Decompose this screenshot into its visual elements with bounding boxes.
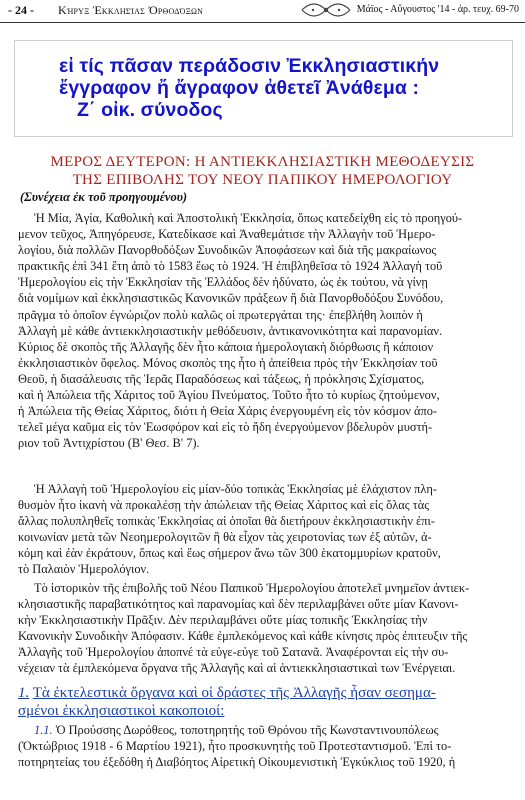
part-label: ΜΕΡΟΣ ΔΕΥΤΕΡΟΝ:	[50, 154, 191, 170]
journal-title: Κήρυξ Ἐκκλησίας Ὀρθοδόξων	[58, 3, 204, 17]
paragraph-4	[18, 722, 510, 770]
text-line: ἄλλας πολυπληθεῖς τοπικὰς Ἐκκλησίας αἱ ὁποῖαι θὰ διετήρουν ἐκκλησιαστικὴν ἐπι-	[18, 514, 435, 529]
text-line: Θεοῦ, ἡ διασάλευσις τῆς Ἱερᾶς Παραδόσεως καὶ τάξεως, ἡ πρόκλησις Σχίσματος,	[18, 371, 425, 386]
text-line: ποτηρητείας του ἐξεδόθη ἡ Διαβόητος Αἱρετικὴ Οἰκουμενιστικὴ Ἐγκύκλιος τοῦ 1920, ἡ	[18, 755, 456, 770]
text-line: κόμη καὶ ἐὰν ἐκράτουν, ὅπως καὶ ἕως σήμερον ἄνω τῶν 300 ἑκατομμυρίων κρατοῦν,	[18, 546, 441, 561]
text-line: Κύριος δὲ σκοπὸς τῆς Ἀλλαγῆς δὲν ἦτο κάποια ἡμερολογιακὴ διόρθωσις ἢ κάποιον	[18, 339, 434, 354]
page-header	[0, 0, 525, 23]
text-line: κλησιαστικῆς παραβατικότητος καὶ παρανομίας καὶ δὲν περιλαμβάνει οὔτε μίαν Κανονι-	[18, 597, 459, 612]
section-title-line-2: σμένοι ἐκκλησιαστικοὶ κακοποιοί:	[18, 703, 225, 719]
text-line: κὴν Ἐκκλησιαστικὴν Πρᾶξιν. Δὲν περιλαμβάνει οὔτε μίας τοπικῆς Ἐκκλησίας τὴν	[18, 613, 428, 628]
paragraph-2	[18, 481, 510, 578]
section-title-line-1	[18, 684, 518, 702]
quote-box	[14, 40, 513, 137]
text-line: πρακτικῆς ἐπὶ 341 ἔτη ἀπὸ τὸ 1583 ἕως τὸ 1924. Ἡ ἐπιβληθεῖσα τὸ 1924 Ἀλλαγὴ τοῦ	[18, 259, 443, 274]
text-line	[18, 722, 510, 738]
text-line: (Ὀκτώβριος 1918 - 6 Μαρτίου 1921), ἦτο προσκυνητὴς τοῦ Προτεσταντισμοῦ. Ἐπὶ το-	[18, 739, 452, 754]
quote-line-1: εἰ τίς πᾶσαν περάδοσιν Ἐκκλησιαστικήν	[59, 55, 440, 77]
part-title-rest: Η ΑΝΤΙΕΚΚΛΗΣΙΑΣΤΙΚΗ ΜΕΘΟΔΕΥΣΙΣ	[194, 154, 475, 170]
text-line: Ἀλλαγὴ μὲ κάθε ἀντιεκκλησιαστικὴν μεθόδευσιν, ἀντικανονικότητα καὶ παρανομίαν.	[18, 323, 443, 338]
section-title-1	[18, 684, 518, 720]
text-line: Ἡ Μία, Ἁγία, Καθολικὴ καὶ Ἀποστολικὴ Ἐκκλησία, ὅπως κατεδείχθη εἰς τὸ προηγού-	[34, 211, 463, 225]
text-line: πρᾶγμα τὸ ὁποῖον ἐγνώριζον πολὺ καλῶς οἱ πρωτεργάται της· ἐπεβλήθη λοιπὸν ἡ	[18, 307, 423, 322]
text-line: Ἡ Ἀλλαγὴ τοῦ Ἡμερολογίου εἰς μίαν-δύο τοπικὰς Ἐκκλησίας μὲ ἐλάχιστον πλη-	[34, 482, 437, 496]
text-line: τελεῖ μέγα καῦμα εἰς τὸν Ἑωσφόρον καὶ εἰς τὸ ἤδη ἐνεργούμενον βδελυρὸν μυστή-	[18, 420, 433, 435]
text-line: νέχειαν τὰ ἐμπλεκόμενα ὄργανα τῆς Ἀλλαγῆς καὶ αἱ ἀντιεκκλησιαστικαὶ των Ἐνέργειαι.	[18, 661, 456, 676]
part-title-line-1	[12, 153, 513, 171]
text-line: θυσμὸν ἦτο ἱκανὴ νὰ προκαλέσῃ τὴν ἀπώλειαν τῆς Θείας Χάριτος καὶ εἰς ὅλας τὰς	[18, 498, 430, 513]
quote-line-2: ἔγγραφον ἤ ἄγραφον ἀθετεῖ Ἀνάθεμα :	[59, 77, 420, 99]
paragraph-3	[18, 580, 510, 677]
text-line: Ἀλλαγῆς τοῦ Ἡμερολογίου ἀποπνέ τὰ εὐγε-εὐγε τοῦ Σατανᾶ. Ἀναφέρονται εἰς τὴν συ-	[18, 645, 449, 660]
text-line: ἐκκλησιαστικὸν ὄφελος. Μόνος σκοπὸς της ἦτο ἡ ἀπείθεια πρὸς τὴν Ἐκκλησίαν τοῦ	[18, 355, 438, 370]
ornament-icon	[300, 1, 352, 19]
text-line: μενον τεῦχος, Ἀπηγόρευσε, Κατεδίκασε καὶ Ἀναθεμάτισε τὴν Ἀλλαγὴν τοῦ Ἡμερο-	[18, 227, 436, 242]
text-line-content: Ὁ Προύσσης Δωρόθεος, τοποτηρητὴς τοῦ Θρόνου τῆς Κωνσταντινουπόλεως	[55, 723, 439, 737]
section-title-text: Τὰ ἐκτελεστικὰ ὄργανα καὶ οἱ δράστες τῆς Ἀλλαγῆς ἦσαν σεσημα-	[32, 685, 436, 701]
page-number: - 24 -	[8, 3, 34, 17]
subsection-number: 1.1.	[34, 723, 53, 737]
text-line: λογίου, διὰ πολλῶν Πανορθοδόξων Συνοδικῶν Ἀποφάσεων καὶ διὰ τῆς μακραίωνος	[18, 243, 437, 258]
text-line: Ἡμερολογίου εἰς τὴν Ἐκκλησίαν τῆς Ἑλλάδος δὲν ἠδύνατο, ὡς ἐκ τούτου, νὰ γίνῃ	[18, 275, 428, 290]
text-line: κοινωνίαν μετὰ τῶν Νεοημερολογιτῶν ἢ θὰ εἶχον τὰς χειροτονίας των ἐξ αὐτῶν, ἀ-	[18, 530, 432, 545]
quote-text	[59, 55, 499, 121]
text-line: Τὸ ἱστορικὸν τῆς ἐπιβολῆς τοῦ Νέου Παπικοῦ Ἡμερολογίου ἀποτελεῖ μνημεῖον ἀντιεκ-	[34, 581, 470, 595]
issue-info: Μάϊος - Αὔγουστος '14 - ἀρ. τευχ. 69-70	[356, 4, 519, 15]
text-line: τὸ Παλαιὸν Ἡμερολόγιον.	[18, 562, 150, 577]
text-line: διὰ νομίμων καὶ ἐκκλησιαστικῶς Κανονικῶν πράξεων ἢ διὰ Πανορθοδόξου Συνόδου,	[18, 291, 444, 306]
part-title	[12, 153, 513, 189]
text-line: ἡ Ἀπώλεια τῆς Θείας Χάριτος, διότι ἡ Θεία Χάρις ἐνεργουμένη εἰς τὸν κόσμον ἀπο-	[18, 404, 438, 419]
section-number: 1.	[18, 685, 30, 701]
continuation-note: (Συνέχεια ἐκ τοῦ προηγουμένου)	[20, 190, 187, 204]
quote-line-3: Ζ΄ οἰκ. σύνοδος	[77, 99, 223, 121]
text-line: ριον τοῦ Ἀντιχρίστου (Β' Θεσ. Β' 7).	[18, 436, 200, 451]
text-line: Κανονικὴν Συνοδικὴν Ἀπόφασιν. Κάθε ἐμπλεκόμενος καὶ κάθε κίνησις πρὸς ἐπιτευξιν τῆς	[18, 629, 468, 644]
paragraph-1	[18, 210, 510, 451]
text-line: καὶ ἡ Ἀπώλεια τῆς Χάριτος τοῦ Ἁγίου Πνεύματος. Τοῦτο ἦτο τὸ κυρίως ζητούμενον,	[18, 388, 440, 403]
part-title-line-2: ΤΗΣ ΕΠΙΒΟΛΗΣ ΤΟΥ ΝΕΟΥ ΠΑΠΙΚΟΥ ΗΜΕΡΟΛΟΓΙΟΥ	[72, 172, 453, 188]
